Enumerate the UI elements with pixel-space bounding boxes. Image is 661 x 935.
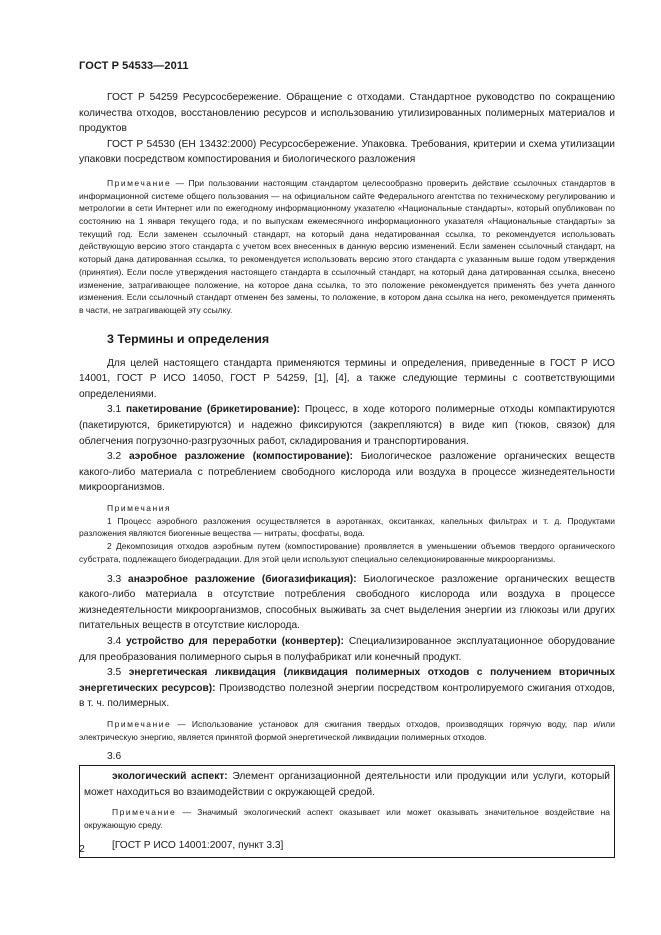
reference-gost-54530: ГОСТ Р 54530 (ЕН 13432:2000) Ресурсосбережение. Упаковка. Требования, критерии и схема утилизации упаковки посредством компостирования и биологического разложения — [79, 138, 615, 166]
page-number: 2 — [79, 843, 85, 855]
term-definition: Производство полезной энергии посредством контролируемого сжигания отходов, в т. ч. полимерных. — [79, 682, 615, 710]
term-name: пакетирование (брикетирование): — [126, 404, 301, 416]
term-definition: Специализированное эксплуатационное оборудование для преобразования полимерного сырья в полуфабрикат или конечный продукт. — [79, 635, 615, 663]
reference-gost-54259: ГОСТ Р 54259 Ресурсосбережение. Обращение с отходами. Стандартное руководство по сокращению количества отходов, восстановлению ресурсов и использованию утилизированных полимерных материалов и продуктов — [79, 92, 615, 135]
note-label: Примечание — [112, 807, 177, 818]
note-text: — При пользовании настоящим стандартом целесообразно проверить действие ссылочных стандартов в информационной системе общего пользования — на официальном сайте Федерального агентства по техническому регулированию и метрологии в сети Интернет или по ежегодному информационному указателю «Национальные стандарты», который опубликован по состоянию на 1 января текущего года, и по выпускам ежемесячного информационного указателя «Национальные стандарты» за текущий год. Если заменен ссылочный стандарт, на который дана недатированная ссылка, то рекомендуется использовать действующую версию этого стандарта с учетом всех внесенных в данную версию изменений. Если заменен ссылочный стандарт, на который дана датированная ссылка, то рекомендуется использовать версию этого стандарта с указанным выше годом утверждения (принятия). Если после утверждения настоящего стандарта в ссылочный стандарт, на который дана датированная ссылка, внесено изменение, затрагивающее положение, на которое дана ссылка, то это положение рекомендуется применять без учета данного изменения. Если ссылочный стандарт отменен без замены, то положение, в котором дана ссылка на него, рекомендуется применять в части, не затрагивающей эту ссылку. — [79, 177, 615, 315]
note-label: Примечание — [107, 177, 172, 188]
term-number: 3.1 — [107, 404, 122, 416]
term-definition: Элемент организационной деятельности или продукции или услуги, который может находиться во взаимодействии с окружающей средой. — [84, 770, 610, 798]
note-text: — Значимый экологический аспект оказывает или может оказывать значительное воздействие на окружающую среду. — [84, 807, 610, 830]
term-3-3 — [79, 572, 615, 634]
term-name: анаэробное разложение (биогазификация): — [128, 573, 357, 585]
term-3-6-box — [79, 765, 615, 858]
term-3-5-note — [79, 718, 615, 743]
term-3-6-note — [84, 806, 610, 831]
term-number: 3.3 — [107, 573, 122, 585]
term-3-6 — [84, 769, 610, 800]
term-number: 3.4 — [107, 635, 122, 647]
document-body — [79, 90, 615, 858]
note-text: — Использование установок для сжигания твердых отходов, производящих горячую воду, пар и/или электрическую энергию, является принятой формой энергетической ликвидации полимерных отходов. — [79, 718, 615, 742]
section-intro: Для целей настоящего стандарта применяются термины и определения, приведенные в ГОСТ Р ИСО 14001, ГОСТ Р ИСО 14050, ГОСТ Р 54259, [1], [4], а также следующие термины с соответствующими определениями. — [79, 357, 615, 400]
term-3-6-number: 3.6 — [107, 751, 122, 763]
term-name: устройство для переработки (конвертер): — [126, 635, 344, 647]
document-header: ГОСТ Р 54533—2011 — [79, 60, 189, 72]
term-number: 3.2 — [107, 451, 122, 463]
term-definition: Процесс, в ходе которого полимерные отходы компактируются (пакетируются, брикетируются) и надежно фиксируются (закрепляются) в виде кип (тюков, связок) для облегчения погрузочно-разгрузочных работ, складирования и транспортирования. — [79, 404, 615, 447]
notes-label: Примечания — [107, 503, 172, 514]
note-label: Примечание — [107, 718, 172, 729]
term-name: экологический аспект: — [112, 770, 228, 782]
term-name: аэробное разложение (компостирование): — [128, 451, 353, 463]
reference-note — [79, 177, 615, 317]
term-3-6-source: [ГОСТ Р ИСО 14001:2007, пункт 3.3] — [112, 839, 284, 851]
term-name: энергетическая ликвидация (ликвидация полимерных отходов с получением вторичных энергетических ресурсов): — [79, 667, 615, 694]
term-3-1 — [79, 402, 615, 449]
term-definition: Биологическое разложение органических веществ какого-либо материала в отсутствие потребления свободного кислорода или воздуха в процессе жизнедеятельности микроорганизмов, способных выживать за счет выделения энергии из глюкозы или других питательных веществ в отсутствие кислорода. — [79, 573, 615, 632]
term-definition: Биологическое разложение органических веществ какого-либо материала с потреблением свободного кислорода или воздуха в процессе жизнедеятельности микроорганизмов. — [79, 451, 615, 494]
term-number: 3.5 — [107, 667, 122, 679]
section-title: 3 Термины и определения — [107, 331, 270, 346]
note-item: 1 Процесс аэробного разложения осуществляется в аэротанках, окситанках, капельных фильтрах и т. д. Продуктами разложения являются биогенные вещества — нитраты, фосфаты, вода. — [79, 515, 615, 539]
term-3-4 — [79, 634, 615, 665]
term-3-5 — [79, 665, 615, 712]
term-3-2 — [79, 449, 615, 496]
note-item: 2 Декомпозиция отходов аэробным путем (компостирование) проявляется в уменьшении объемов твердого органического субстрата, подлежащего биодеградации. Для этой цели используют специально селекционированные микроорганизмы. — [79, 541, 615, 564]
